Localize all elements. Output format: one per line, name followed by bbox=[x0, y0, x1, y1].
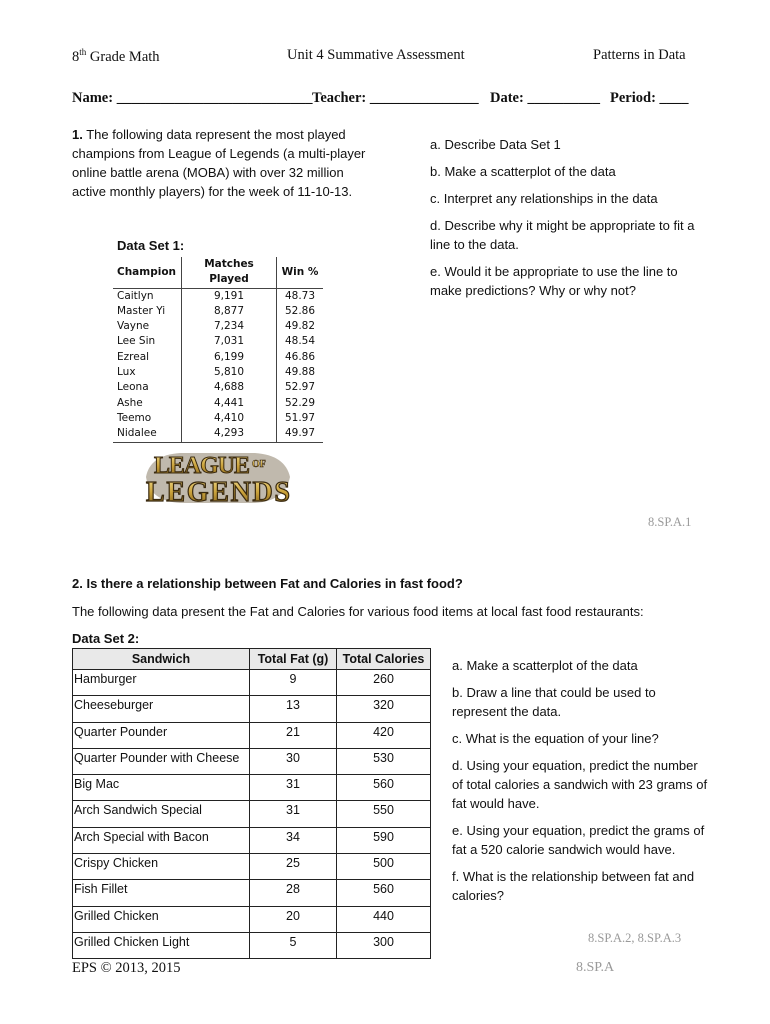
table-row: Quarter Pounder 21 420 bbox=[73, 722, 431, 748]
table-header-row: Champion Matches Played Win % bbox=[113, 257, 323, 288]
table-row: Lux 5,810 49.88 bbox=[113, 365, 323, 380]
question-2-intro: The following data present the Fat and Calories for various food items at local fast food restaurants: bbox=[72, 604, 644, 619]
table-row: Fish Fillet 28 560 bbox=[73, 880, 431, 906]
table-row: Big Mac 31 560 bbox=[73, 775, 431, 801]
q2-part-b: b. Draw a line that could be used to represent the data. bbox=[452, 685, 656, 719]
table-row: Master Yi 8,877 52.86 bbox=[113, 304, 323, 319]
table-row: Lee Sin 7,031 48.54 bbox=[113, 334, 323, 349]
logo-word-legends: LEGENDS bbox=[146, 477, 290, 507]
table-row: Caitlyn 9,191 48.73 bbox=[113, 288, 323, 304]
q1-part-c: c. Interpret any relationships in the data bbox=[430, 191, 658, 206]
data-set-2-table bbox=[72, 648, 431, 959]
logo-word-league: LEAGUE bbox=[154, 453, 250, 479]
table-row: Ezreal 6,199 46.86 bbox=[113, 350, 323, 365]
footer-standard: 8.SP.A bbox=[576, 960, 615, 975]
q2-part-d: d. Using your equation, predict the number of total calories a sandwich with 23 grams of fat would have. bbox=[452, 758, 708, 811]
q2-part-e: e. Using your equation, predict the grams of fat a 520 calorie sandwich would have. bbox=[452, 823, 705, 857]
data-set-2-label: Data Set 2: bbox=[72, 631, 140, 646]
question-1-parts bbox=[430, 135, 705, 308]
course-title: 8th Grade Math bbox=[72, 47, 160, 65]
q2-part-f: f. What is the relationship between fat and calories? bbox=[452, 869, 695, 903]
data-set-1-label: Data Set 1: bbox=[117, 238, 185, 253]
period-field: Period: ____ bbox=[610, 90, 689, 106]
table-row: Nidalee 4,293 49.97 bbox=[113, 426, 323, 442]
q2-part-a: a. Make a scatterplot of the data bbox=[452, 658, 638, 673]
logo-word-of: OF bbox=[252, 459, 266, 470]
table-row: Ashe 4,441 52.29 bbox=[113, 396, 323, 411]
table-row: Grilled Chicken 20 440 bbox=[73, 906, 431, 932]
topic-title: Patterns in Data bbox=[593, 47, 686, 63]
table-row: Teemo 4,410 51.97 bbox=[113, 411, 323, 426]
q1-part-d: d. Describe why it might be appropriate to fit a line to the data. bbox=[430, 218, 695, 252]
table-row: Hamburger 9 260 bbox=[73, 670, 431, 696]
table-header-row: Sandwich Total Fat (g) Total Calories bbox=[73, 649, 431, 670]
table-row: Arch Special with Bacon 34 590 bbox=[73, 827, 431, 853]
q1-part-b: b. Make a scatterplot of the data bbox=[430, 164, 616, 179]
table-row: Grilled Chicken Light 5 300 bbox=[73, 932, 431, 958]
q1-standard: 8.SP.A.1 bbox=[648, 515, 692, 529]
table-row: Arch Sandwich Special 31 550 bbox=[73, 801, 431, 827]
data-set-1-table bbox=[113, 257, 323, 443]
question-2-heading: 2. Is there a relationship between Fat and Calories in fast food? bbox=[72, 576, 463, 591]
table-row: Cheeseburger 13 320 bbox=[73, 696, 431, 722]
q1-part-a: a. Describe Data Set 1 bbox=[430, 137, 561, 152]
league-of-legends-logo bbox=[140, 447, 295, 507]
question-2-parts bbox=[452, 656, 712, 913]
table-row: Quarter Pounder with Cheese 30 530 bbox=[73, 748, 431, 774]
teacher-field: Teacher: _______________ bbox=[312, 90, 479, 106]
table-row: Crispy Chicken 25 500 bbox=[73, 854, 431, 880]
assessment-title: Unit 4 Summative Assessment bbox=[287, 47, 465, 63]
q2-standard: 8.SP.A.2, 8.SP.A.3 bbox=[588, 931, 682, 945]
q1-part-e: e. Would it be appropriate to use the line to make predictions? Why or why not? bbox=[430, 264, 678, 298]
table-row: Vayne 7,234 49.82 bbox=[113, 319, 323, 334]
table-row: Leona 4,688 52.97 bbox=[113, 380, 323, 395]
q2-part-c: c. What is the equation of your line? bbox=[452, 731, 659, 746]
question-1-text: 1. The following data represent the most played champions from League of Legends (a multi-player online battle arena (MOBA) with over 32 million active monthly players) for the week of 11-10-13. bbox=[72, 127, 366, 199]
name-field: Name: ___________________________ bbox=[72, 90, 313, 106]
date-field: Date: __________ bbox=[490, 90, 600, 106]
footer-copyright: EPS © 2013, 2015 bbox=[72, 960, 181, 976]
